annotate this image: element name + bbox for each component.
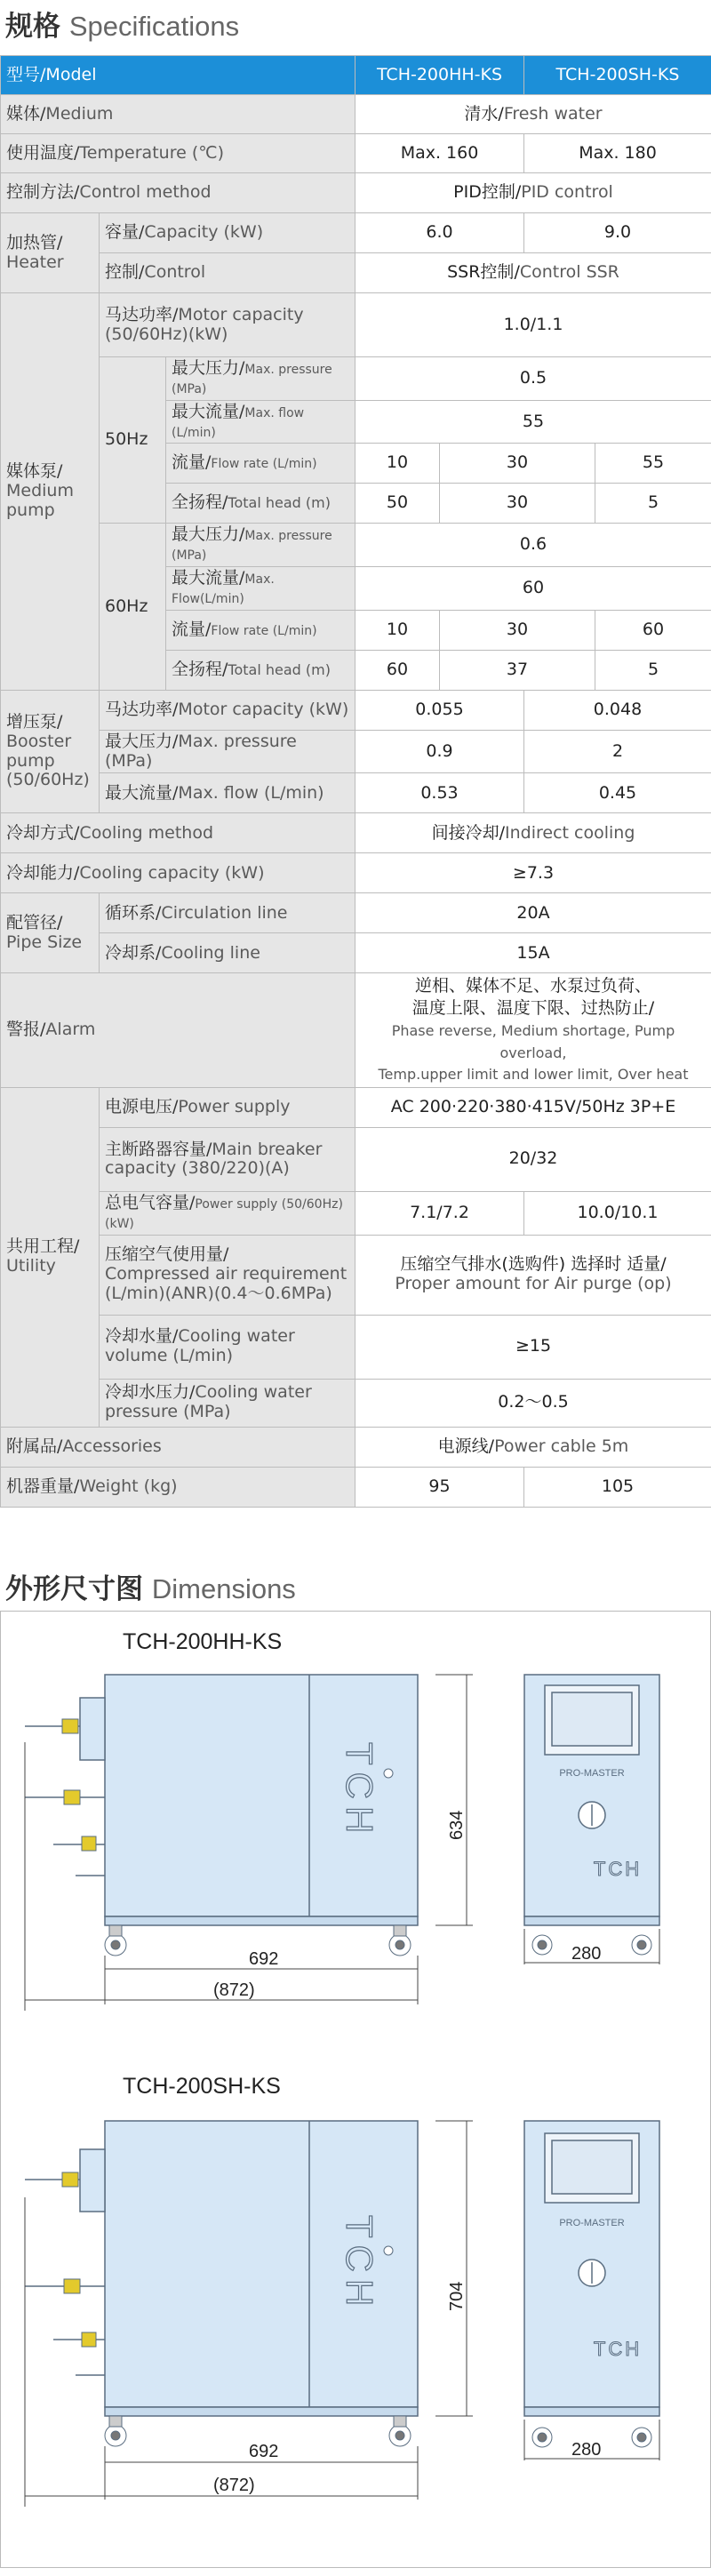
table-cell: Max. 180	[524, 134, 711, 173]
table-cell: 55	[595, 444, 711, 484]
table-cell: 型号/Model	[1, 56, 356, 95]
drawing2-front-view	[511, 2108, 689, 2464]
row-cooling-capacity	[1, 853, 711, 893]
table-cell: 5	[595, 650, 711, 690]
table-cell: 控制方法/Control method	[1, 173, 356, 213]
drawing1-front-logo: TCH	[593, 1858, 643, 1880]
drawing2-depth-dim: 280	[571, 2440, 602, 2460]
row-pipe-circulation	[1, 893, 711, 933]
drawing1-logo: TCH	[339, 1742, 380, 1841]
table-cell: 30	[440, 444, 595, 484]
row-accessories	[1, 1427, 711, 1467]
row-cooling-water-pressure	[1, 1379, 711, 1427]
table-cell: 20/32	[356, 1127, 711, 1191]
table-cell: 警报/Alarm	[1, 973, 356, 1087]
table-cell: 最大压力/Max. pressure (MPa)	[166, 357, 356, 401]
table-cell: 30	[440, 610, 595, 650]
table-cell: 60	[595, 610, 711, 650]
table-cell: Max. 160	[356, 134, 524, 173]
table-cell: 5	[595, 484, 711, 524]
table-cell: 15A	[356, 933, 711, 973]
table-cell: 马达功率/Motor capacity (kW)	[100, 690, 356, 730]
row-booster-motor	[1, 690, 711, 730]
table-cell: 使用温度/Temperature (℃)	[1, 134, 356, 173]
table-cell: 冷却水量/Cooling water volume (L/min)	[100, 1315, 356, 1379]
table-cell: 媒体/Medium	[1, 95, 356, 134]
table-cell: 机器重量/Weight (kg)	[1, 1467, 356, 1507]
table-cell: 60Hz	[100, 524, 166, 690]
drawing1-side-view	[0, 1662, 498, 2036]
drawing1-depth-dim: 280	[571, 1944, 602, 1964]
table-cell: 6.0	[356, 213, 524, 253]
row-compressed-air	[1, 1235, 711, 1315]
table-cell: 50Hz	[100, 357, 166, 524]
table-cell: 20A	[356, 893, 711, 933]
table-cell: PID控制/PID control	[356, 173, 711, 213]
table-cell: 电源电压/Power supply	[100, 1087, 356, 1127]
row-booster-flow	[1, 773, 711, 813]
table-cell: 105	[524, 1467, 711, 1507]
row-temperature	[1, 134, 711, 173]
table-cell: 1.0/1.1	[356, 293, 711, 357]
drawing2-front-logo: TCH	[593, 2338, 643, 2360]
table-cell: ≥15	[356, 1315, 711, 1379]
table-cell: 循环系/Circulation line	[100, 893, 356, 933]
table-cell: 2	[524, 730, 711, 773]
drawing1-width-dim: 692	[249, 1949, 279, 1969]
table-cell: 最大流量/Max. flow (L/min)	[166, 400, 356, 444]
dimensions-title: 外形尺寸图 Dimensions	[5, 1573, 296, 1605]
table-cell: 最大流量/Max. Flow(L/min)	[166, 567, 356, 611]
table-cell: 10	[356, 610, 440, 650]
table-cell: 60	[356, 650, 440, 690]
row-control-method	[1, 173, 711, 213]
table-cell: 间接冷却/Indirect cooling	[356, 813, 711, 853]
table-cell: 控制/Control	[100, 253, 356, 293]
table-cell: ≥7.3	[356, 853, 711, 893]
table-cell: 0.055	[356, 690, 524, 730]
table-cell: 电源线/Power cable 5m	[356, 1427, 711, 1467]
table-cell: 60	[356, 567, 711, 611]
table-cell: 10.0/10.1	[524, 1191, 711, 1235]
table-cell: 最大流量/Max. flow (L/min)	[100, 773, 356, 813]
table-cell: 37	[440, 650, 595, 690]
table-cell: 增压泵/ Booster pump (50/60Hz)	[1, 690, 100, 813]
drawing2-overall-dim: (872)	[213, 2476, 255, 2495]
table-cell: 总电气容量/Power supply (50/60Hz)(kW)	[100, 1191, 356, 1235]
table-cell: 95	[356, 1467, 524, 1507]
drawing2-side-view	[0, 2108, 498, 2544]
drawing2-logo: TCH	[339, 2215, 380, 2314]
spec-title: 规格 Specifications	[5, 11, 240, 43]
table-cell: 0.45	[524, 773, 711, 813]
table-cell: 流量/Flow rate (L/min)	[166, 444, 356, 484]
drawing2-height-dim: 704	[447, 2281, 467, 2311]
table-cell: SSR控制/Control SSR	[356, 253, 711, 293]
drawing1-front-view	[511, 1662, 689, 1964]
table-cell: 流量/Flow rate (L/min)	[166, 610, 356, 650]
row-cooling-water-volume	[1, 1315, 711, 1379]
row-weight	[1, 1467, 711, 1507]
table-cell: 0.6	[356, 524, 711, 567]
table-cell: 媒体泵/ Medium pump	[1, 293, 100, 691]
table-cell: 最大压力/Max. pressure (MPa)	[166, 524, 356, 567]
drawing1-height-dim: 634	[447, 1810, 467, 1840]
model-col-1: TCH-200HH-KS	[356, 56, 524, 95]
table-cell: 55	[356, 400, 711, 444]
table-cell: 压缩空气排水(选购件) 选择时 适量/ Proper amount for Air purge (op)	[356, 1235, 711, 1315]
table-cell: 0.2～0.5	[356, 1379, 711, 1427]
row-pipe-cooling	[1, 933, 711, 973]
table-cell: 7.1/7.2	[356, 1191, 524, 1235]
table-cell: 马达功率/Motor capacity (50/60Hz)(kW)	[100, 293, 356, 357]
row-heater-control	[1, 253, 711, 293]
table-cell: 9.0	[524, 213, 711, 253]
row-50hz-pressure	[1, 357, 711, 401]
table-cell: 配管径/ Pipe Size	[1, 893, 100, 973]
drawing2-panel-brand: PRO-MASTER	[559, 2218, 625, 2228]
row-breaker	[1, 1127, 711, 1191]
table-cell: 冷却系/Cooling line	[100, 933, 356, 973]
drawing1-panel-brand: PRO-MASTER	[559, 1768, 625, 1779]
table-cell: 逆相、媒体不足、水泵过负荷、 温度上限、温度下限、过热防止/ Phase reverse, Medium shortage, Pump overload, Temp.upper limit and lower limit, Over heat	[356, 973, 711, 1087]
row-cooling-method	[1, 813, 711, 853]
table-cell: 压缩空气使用量/ Compressed air requirement (L/min)(ANR)(0.4～0.6MPa)	[100, 1235, 356, 1315]
table-cell: 全扬程/Total head (m)	[166, 484, 356, 524]
row-heater-capacity	[1, 213, 711, 253]
row-pump-motor	[1, 293, 711, 357]
table-cell: 冷却水压力/Cooling water pressure (MPa)	[100, 1379, 356, 1427]
row-alarm	[1, 973, 711, 1087]
table-cell: 10	[356, 444, 440, 484]
table-cell: 0.53	[356, 773, 524, 813]
spec-table	[0, 55, 711, 1508]
table-cell: 冷却能力/Cooling capacity (kW)	[1, 853, 356, 893]
row-60hz-pressure	[1, 524, 711, 567]
table-cell: 加热管/ Heater	[1, 213, 100, 293]
table-cell: 容量/Capacity (kW)	[100, 213, 356, 253]
table-cell: 0.9	[356, 730, 524, 773]
table-cell: 50	[356, 484, 440, 524]
drawing2-width-dim: 692	[249, 2442, 279, 2461]
drawing1-model-label: TCH-200HH-KS	[123, 1629, 283, 1654]
table-cell: 全扬程/Total head (m)	[166, 650, 356, 690]
table-cell: 清水/Fresh water	[356, 95, 711, 134]
table-cell: 附属品/Accessories	[1, 1427, 356, 1467]
table-cell: AC 200·220·380·415V/50Hz 3P+E	[356, 1087, 711, 1127]
row-booster-pressure	[1, 730, 711, 773]
table-cell: 共用工程/ Utility	[1, 1087, 100, 1427]
table-cell: 0.048	[524, 690, 711, 730]
drawing1-overall-dim: (872)	[213, 1980, 255, 2000]
table-cell: 冷却方式/Cooling method	[1, 813, 356, 853]
table-cell: 最大压力/Max. pressure (MPa)	[100, 730, 356, 773]
model-col-2: TCH-200SH-KS	[524, 56, 711, 95]
row-total-power	[1, 1191, 711, 1235]
row-medium	[1, 95, 711, 134]
table-cell: 0.5	[356, 357, 711, 401]
table-cell: 30	[440, 484, 595, 524]
header-row	[1, 56, 711, 95]
row-power-supply	[1, 1087, 711, 1127]
drawing2-model-label: TCH-200SH-KS	[123, 2074, 281, 2099]
table-cell: 主断路器容量/Main breaker capacity (380/220)(A)	[100, 1127, 356, 1191]
